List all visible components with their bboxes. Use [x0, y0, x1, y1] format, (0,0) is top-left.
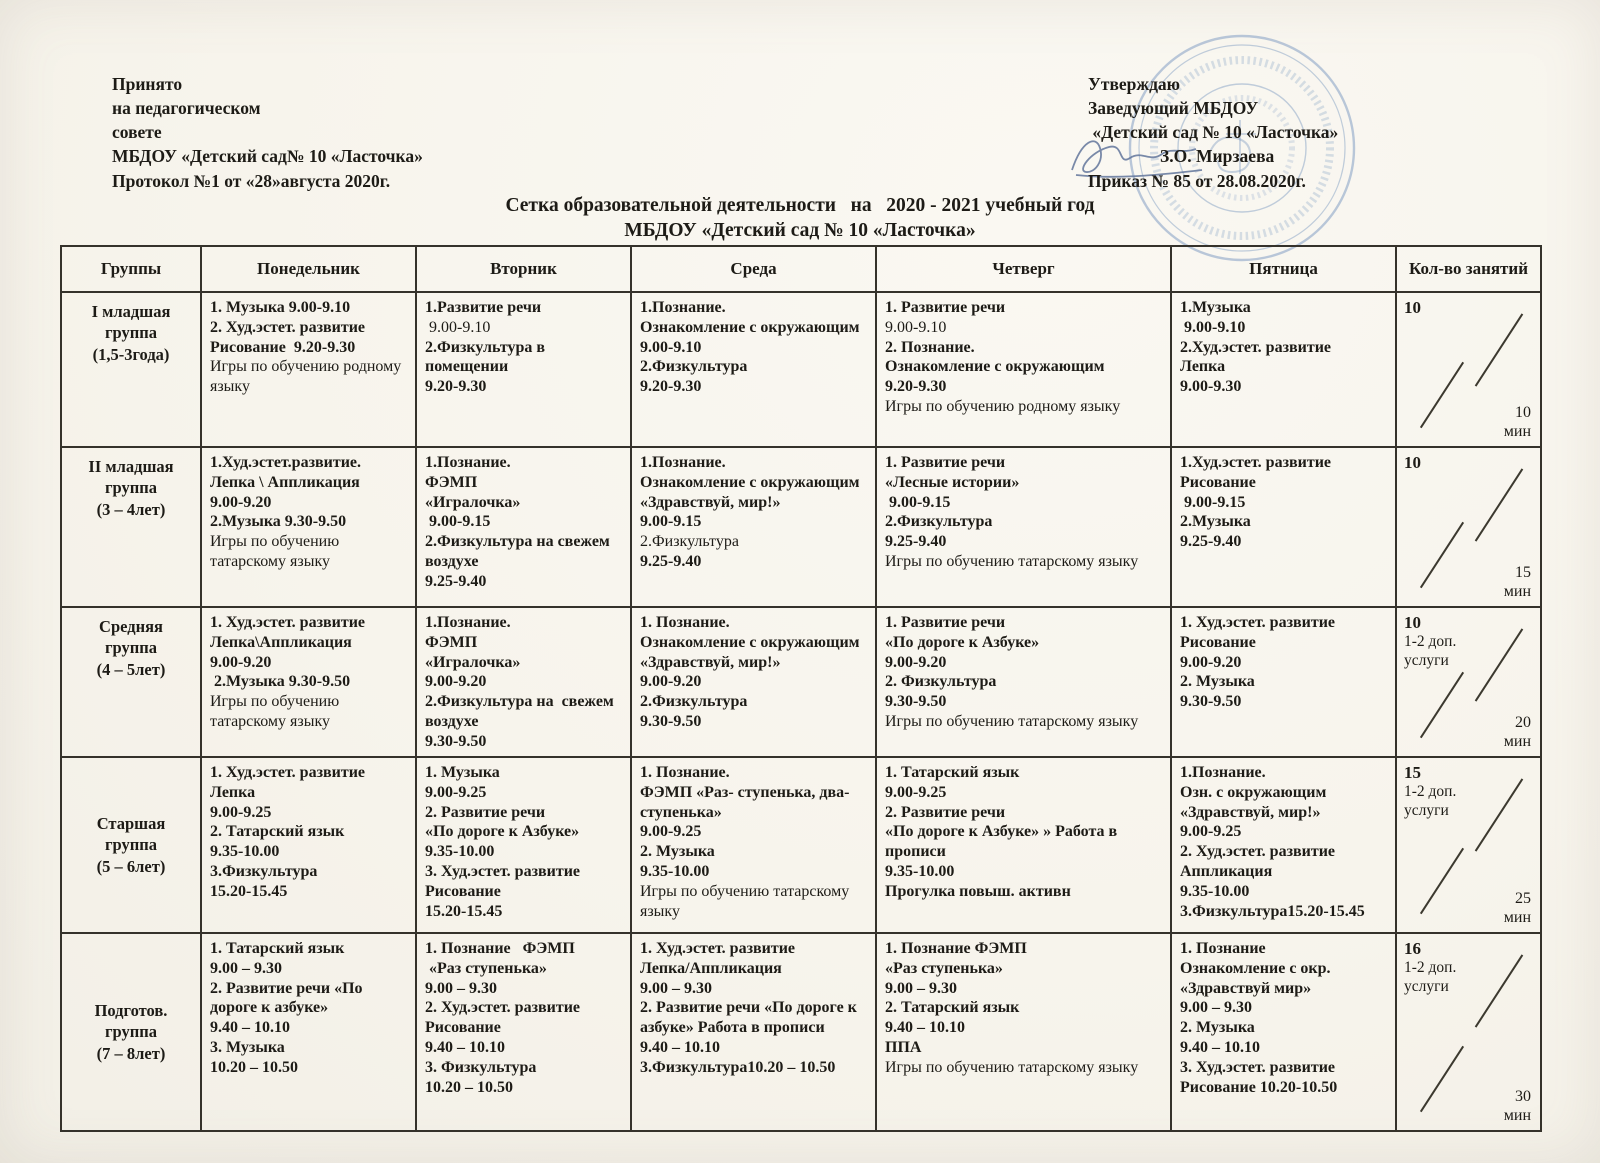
table-row: [61, 292, 1541, 447]
group-name-line: Подготов.: [94, 1000, 168, 1020]
activity-line: 9.40 – 10.10: [640, 1039, 720, 1057]
activity-line: 9.00-9.15: [640, 513, 702, 531]
activity-line: Лепка/Аппликация: [640, 959, 782, 977]
activity-line: 9.30-9.50: [1180, 693, 1242, 711]
duration-value: 15: [1515, 564, 1531, 582]
day-cell: [1171, 292, 1396, 447]
approval-left-block: [112, 72, 423, 193]
activity-line: 9.25-9.40: [640, 553, 702, 571]
activity-line: 1. Развитие речи: [885, 454, 1006, 471]
activity-line: «Игралочка»: [425, 653, 521, 671]
group-name-line: Старшая: [96, 813, 166, 833]
activity-line: 2.Физкультура: [885, 513, 993, 531]
group-name-line: группа: [105, 835, 157, 855]
schedule-table: [60, 245, 1542, 1132]
activity-line: 9.00 – 9.30: [885, 979, 957, 997]
day-cell: [416, 757, 631, 933]
day-cell: [631, 933, 876, 1131]
group-name-line: (4 – 5лет): [96, 659, 166, 679]
group-name-line: группа: [105, 638, 157, 658]
activity-line: 10.20 – 10.50: [210, 1058, 298, 1076]
activity-line: 2. Музыка: [1180, 673, 1255, 691]
activity-line: 9.00-9.20: [885, 653, 947, 671]
activity-line: 2.Физкультура в помещении: [425, 338, 549, 376]
duration-unit: мин: [1503, 732, 1531, 750]
lesson-count-cell: [1396, 933, 1541, 1131]
diagonal-mark: [1420, 362, 1464, 429]
activity-line: 9.00-9.25: [425, 783, 487, 801]
approval-line: на педагогическом: [112, 98, 261, 119]
duration-unit: мин: [1503, 582, 1531, 600]
activity-line: 9.25-9.40: [1180, 533, 1242, 551]
activity-line: 9.00 – 9.30: [425, 979, 497, 997]
lessons-count: 10: [1404, 298, 1421, 317]
group-name-line: II младшая: [88, 457, 174, 476]
activity-line: 3. Худ.эстет. развитие: [425, 863, 581, 881]
lesson-duration: [1504, 890, 1531, 927]
header-row: [61, 246, 1541, 292]
activity-line: Лепка: [1180, 358, 1226, 376]
doc-title-line1: Сетка образовательной деятельности на 2020 - 2021 учебный год: [505, 195, 1095, 216]
activity-line: 1. Худ.эстет. развитие: [640, 940, 796, 957]
activity-line: 1.Музыка: [1180, 299, 1251, 316]
diagonal-mark: [1475, 628, 1524, 701]
duration-unit: мин: [1503, 422, 1531, 440]
day-cell: [631, 292, 876, 447]
day-cell: [416, 447, 631, 607]
activity-line: Ознакомление с окружающим: [640, 318, 860, 336]
activity-line: 1.Худ.эстет.развитие.: [210, 454, 362, 471]
schedule-body: [61, 292, 1541, 1131]
note-line: Игры по обучению татарскому языку: [885, 1058, 1139, 1076]
activity-line: 2. Татарский язык: [885, 999, 1020, 1017]
activity-line: 9.30-9.50: [425, 732, 487, 750]
activity-line: 9.00 – 9.30: [1180, 999, 1252, 1017]
activity-line: 9.30-9.50: [640, 713, 702, 731]
activity-line: Рисование: [1180, 633, 1256, 651]
activity-line: ФЭМП: [425, 633, 478, 651]
activity-line: 2.Физкультура на свежем воздухе: [425, 693, 618, 731]
diagonal-mark: [1475, 313, 1524, 386]
activity-line: «Раз ступенька»: [885, 959, 1003, 977]
activity-line: «Здравствуй, мир!»: [640, 653, 781, 671]
group-name-line: Средняя: [99, 617, 163, 636]
activity-line: «Здравствуй, мир!»: [1180, 803, 1321, 821]
diagonal-mark: [1420, 522, 1464, 589]
activity-line: 10.20 – 10.50: [425, 1078, 513, 1096]
approval-line: Заведующий МБДОУ: [1088, 98, 1259, 119]
group-name-line: группа: [105, 478, 157, 498]
activity-line: 1. Познание ФЭМП: [425, 940, 575, 957]
activity-line: 2. Развитие речи: [885, 803, 1006, 821]
activity-line: 2. Музыка: [1180, 1019, 1255, 1037]
activity-line: 1. Развитие речи: [885, 299, 1006, 316]
note-line: Игры по обучению татарскому языку: [210, 533, 344, 571]
duration-unit: мин: [1503, 908, 1531, 926]
group-name-line: (7 – 8лет): [96, 1043, 166, 1063]
activity-line: «По дороге к Азбуке»: [425, 823, 580, 841]
activity-line: 3. Физкультура: [425, 1058, 537, 1076]
diagonal-mark: [1475, 468, 1524, 541]
activity-line: 9.00-9.15: [885, 493, 951, 511]
activity-line: 1. Татарский язык: [210, 940, 345, 957]
table-row: [61, 607, 1541, 757]
activity-line: 9.00-9.15: [1180, 493, 1246, 511]
lessons-count: 16: [1404, 939, 1421, 958]
activity-line: 9.25-9.40: [425, 572, 487, 590]
activity-line: 1.Познание.: [425, 614, 511, 631]
activity-line: Лепка\Аппликация: [210, 633, 352, 651]
lesson-duration: [1504, 564, 1531, 601]
activity-line: 2. Музыка: [640, 843, 715, 861]
lesson-count-cell: [1396, 757, 1541, 933]
activity-line: 9.40 – 10.10: [885, 1019, 965, 1037]
activity-line: 2. Худ.эстет. развитие: [210, 318, 366, 336]
activity-line: 1. Музыка 9.00-9.10: [210, 299, 351, 316]
column-header-monday: Понедельник: [201, 246, 416, 292]
activity-line: 9.00-9.15: [425, 513, 491, 531]
activity-line: 3.Физкультура: [210, 863, 318, 881]
table-row: [61, 933, 1541, 1131]
activity-line: 9.00-9.20: [210, 493, 272, 511]
column-header-wednesday: Среда: [631, 246, 876, 292]
activity-line: 1. Музыка: [425, 764, 500, 781]
day-cell: [876, 292, 1171, 447]
activity-line: 2. Физкультура: [885, 673, 997, 691]
approval-right-block: [1088, 72, 1338, 193]
column-header-tuesday: Вторник: [416, 246, 631, 292]
diagonal-mark: [1475, 778, 1524, 851]
activity-line: 9.40 – 10.10: [210, 1019, 290, 1037]
activity-line: 2. Худ.эстет. развитие: [1180, 843, 1336, 861]
day-cell: [876, 933, 1171, 1131]
day-cell: [876, 757, 1171, 933]
activity-line: 1. Развитие речи: [885, 614, 1006, 631]
activity-line: ФЭМП: [425, 473, 478, 491]
group-cell: [61, 292, 201, 447]
activity-line: Аппликация: [1180, 863, 1273, 881]
activity-line: 9.00-9.20: [640, 673, 702, 691]
lesson-duration: [1504, 714, 1531, 751]
day-cell: [631, 447, 876, 607]
day-cell: [201, 607, 416, 757]
note-line: Игры по обучению татарскому языку: [885, 553, 1139, 571]
group-name-line: группа: [105, 323, 157, 343]
activity-line: Рисование 10.20-10.50: [1180, 1078, 1338, 1096]
activity-line: «Здравствуй мир»: [1180, 979, 1312, 997]
duration-unit: мин: [1503, 1106, 1531, 1124]
table-row: [61, 757, 1541, 933]
activity-line: 2.Физкультура: [640, 358, 748, 376]
lesson-duration: [1504, 1088, 1531, 1125]
activity-line: Ознакомление с окружающим: [640, 473, 860, 491]
extra-services-note: 1-2 доп. услуги: [1404, 633, 1457, 669]
activity-line: Рисование: [425, 1019, 501, 1037]
note-line: Игры по обучению татарскому языку: [210, 693, 344, 731]
activity-line: 2. Развитие речи «По дороге к азбуке» Работа в прописи: [640, 999, 861, 1037]
activity-line: Рисование: [425, 882, 501, 900]
activity-line: 1. Худ.эстет. развитие: [210, 614, 366, 631]
activity-line: Лепка \ Аппликация: [210, 473, 360, 491]
day-cell: [416, 292, 631, 447]
activity-line: 2.Музыка 9.30-9.50: [210, 673, 351, 691]
activity-line: Рисование 9.20-9.30: [210, 338, 356, 356]
group-name-line: (3 – 4лет): [96, 499, 166, 519]
activity-line: 1. Познание: [1180, 940, 1266, 957]
approval-line: «Детский сад № 10 «Ласточка»: [1088, 122, 1339, 143]
activity-line: 9.35-10.00: [425, 843, 495, 861]
activity-line: 9.20-9.30: [885, 378, 947, 396]
activity-line: 1. Познание.: [640, 614, 730, 631]
activity-line: 9.35-10.00: [1180, 882, 1250, 900]
lessons-count: 10: [1404, 613, 1421, 632]
activity-line: 1.Познание.: [1180, 764, 1266, 781]
day-cell: [876, 447, 1171, 607]
activity-line: 9.30-9.50: [885, 693, 947, 711]
duration-value: 20: [1515, 714, 1531, 732]
activity-line: 2. Познание.: [885, 338, 975, 356]
note-line: Игры по обучению родному языку: [210, 358, 406, 396]
day-cell: [201, 447, 416, 607]
activity-line: 3.Физкультура10.20 – 10.50: [640, 1058, 836, 1076]
note-line: Игры по обучению татарскому языку: [885, 713, 1139, 731]
note-line: Игры по обучению татарскому языку: [640, 882, 854, 920]
diagonal-mark: [1420, 1046, 1464, 1113]
diagonal-mark: [1420, 848, 1464, 915]
day-cell: [416, 607, 631, 757]
activity-line: 1.Познание.: [425, 454, 511, 471]
extra-services-note: 1-2 доп. услуги: [1404, 783, 1457, 819]
activity-line: Рисование: [1180, 473, 1256, 491]
group-cell: [61, 757, 201, 933]
activity-line: 2. Развитие речи: [425, 803, 546, 821]
activity-line: 9.00-9.20: [1180, 653, 1242, 671]
group-name-line: (1,5-3года): [92, 344, 170, 364]
column-header-lesson-count: Кол-во занятий: [1396, 246, 1541, 292]
activity-line: Ознакомление с окр.: [1180, 959, 1331, 977]
approval-line: З.О. Мирзаева: [1160, 146, 1275, 167]
note-line: 9.00-9.10: [885, 318, 947, 336]
approval-line: Приказ № 85 от 28.08.2020г.: [1088, 170, 1306, 191]
doc-title-line2: МБДОУ «Детский сад № 10 «Ласточка»: [624, 220, 976, 242]
day-cell: [416, 933, 631, 1131]
activity-line: Лепка: [210, 783, 256, 801]
activity-line: «По дороге к Азбуке»: [885, 633, 1040, 651]
duration-value: 10: [1515, 404, 1531, 422]
diagonal-mark: [1475, 954, 1524, 1027]
activity-line: 9.00-9.30: [1180, 378, 1242, 396]
lesson-count-cell: [1396, 292, 1541, 447]
activity-line: «Игралочка»: [425, 493, 521, 511]
activity-line: 2. Татарский язык: [210, 823, 345, 841]
approval-line: МБДОУ «Детский сад№ 10 «Ласточка»: [112, 146, 423, 167]
group-name-line: группа: [105, 1022, 157, 1042]
diagonal-mark: [1420, 672, 1464, 739]
activity-line: «Раз ступенька»: [425, 959, 547, 977]
activity-line: Ознакомление с окружающим: [640, 633, 860, 651]
activity-line: ФЭМП «Раз- ступенька, два- ступенька»: [640, 783, 854, 821]
note-line: Игры по обучению родному языку: [885, 398, 1121, 416]
activity-line: 9.00 – 9.30: [210, 959, 282, 977]
activity-line: ППА: [885, 1039, 922, 1057]
activity-line: 9.00-9.10: [1180, 318, 1246, 336]
activity-line: 1. Познание.: [640, 764, 730, 781]
activity-line: 9.00-9.25: [640, 823, 702, 841]
activity-line: 1.Худ.эстет. развитие: [1180, 454, 1332, 471]
day-cell: [631, 757, 876, 933]
activity-line: 2.Музыка 9.30-9.50: [210, 513, 347, 531]
activity-line: 9.40 – 10.10: [1180, 1039, 1260, 1057]
activity-line: 9.35-10.00: [885, 863, 955, 881]
lesson-count-cell: [1396, 447, 1541, 607]
group-cell: [61, 607, 201, 757]
extra-services-note: 1-2 доп. услуги: [1404, 959, 1457, 995]
column-header-thursday: Четверг: [876, 246, 1171, 292]
duration-value: 30: [1515, 1088, 1531, 1106]
day-cell: [201, 292, 416, 447]
group-name-line: (5 – 6лет): [96, 856, 166, 876]
activity-line: 9.00 – 9.30: [640, 979, 712, 997]
day-cell: [876, 607, 1171, 757]
activity-line: 9.00-9.25: [210, 803, 272, 821]
activity-line: 9.00-9.20: [425, 673, 487, 691]
activity-line: 1.Познание.: [640, 299, 726, 316]
activity-line: «По дороге к Азбуке» » Работа в прописи: [885, 823, 1122, 861]
note-line: 2.Физкультура: [640, 533, 739, 551]
activity-line: 9.25-9.40: [885, 533, 947, 551]
activity-line: Ознакомление с окружающим: [885, 358, 1105, 376]
activity-line: Озн. с окружающим: [1180, 783, 1327, 801]
day-cell: [1171, 933, 1396, 1131]
doc-title: [0, 193, 1600, 244]
day-cell: [201, 757, 416, 933]
activity-line: 9.00-9.25: [885, 783, 947, 801]
duration-value: 25: [1515, 890, 1531, 908]
activity-line: 1.Развитие речи: [425, 299, 542, 316]
day-cell: [201, 933, 416, 1131]
day-cell: [1171, 447, 1396, 607]
day-cell: [1171, 607, 1396, 757]
approval-line: Протокол №1 от «28»августа 2020г.: [112, 170, 391, 191]
activity-line: «Здравствуй, мир!»: [640, 493, 781, 511]
activity-line: 3.Физкультура15.20-15.45: [1180, 902, 1365, 920]
activity-line: 2.Физкультура на свежем воздухе: [425, 533, 614, 571]
day-cell: [631, 607, 876, 757]
column-header-groups: Группы: [61, 246, 201, 292]
activity-line: 2.Музыка: [1180, 513, 1251, 531]
activity-line: 1. Худ.эстет. развитие: [1180, 614, 1336, 631]
activity-line: 9.00-9.25: [1180, 823, 1242, 841]
approval-line: совете: [112, 122, 162, 143]
activity-line: 2.Физкультура: [640, 693, 748, 711]
activity-line: 1. Татарский язык: [885, 764, 1020, 781]
activity-line: 2. Развитие речи «По дороге к азбуке»: [210, 979, 367, 1017]
activity-line: 15.20-15.45: [425, 902, 503, 920]
group-cell: [61, 447, 201, 607]
activity-line: 1. Худ.эстет. развитие: [210, 764, 366, 781]
activity-line: 2. Худ.эстет. развитие: [425, 999, 581, 1017]
activity-line: 9.40 – 10.10: [425, 1039, 505, 1057]
activity-line: 9.00-9.20: [210, 653, 272, 671]
activity-line: «Лесные истории»: [885, 473, 1020, 491]
activity-line: Прогулка повыш. активн: [885, 882, 1071, 900]
lesson-count-cell: [1396, 607, 1541, 757]
day-cell: [1171, 757, 1396, 933]
activity-line: 9.20-9.30: [640, 378, 702, 396]
lesson-duration: [1504, 404, 1531, 441]
column-header-friday: Пятница: [1171, 246, 1396, 292]
activity-line: 2.Худ.эстет. развитие: [1180, 338, 1332, 356]
approval-line: Утверждаю: [1088, 74, 1181, 94]
lessons-count: 15: [1404, 763, 1421, 782]
activity-line: 9.20-9.30: [425, 378, 487, 396]
activity-line: 1.Познание.: [640, 454, 726, 471]
activity-line: 9.00-9.10: [640, 338, 702, 356]
activity-line: 1. Познание ФЭМП: [885, 940, 1027, 957]
activity-line: 3. Музыка: [210, 1039, 285, 1057]
activity-line: 15.20-15.45: [210, 882, 288, 900]
group-name-line: I младшая: [91, 302, 171, 321]
activity-line: 9.35-10.00: [210, 843, 280, 861]
table-row: [61, 447, 1541, 607]
group-cell: [61, 933, 201, 1131]
lessons-count: 10: [1404, 453, 1421, 472]
activity-line: 9.35-10.00: [640, 863, 710, 881]
activity-line: 3. Худ.эстет. развитие: [1180, 1058, 1336, 1076]
approval-line: Принято: [112, 74, 183, 94]
note-line: 9.00-9.10: [425, 318, 491, 336]
